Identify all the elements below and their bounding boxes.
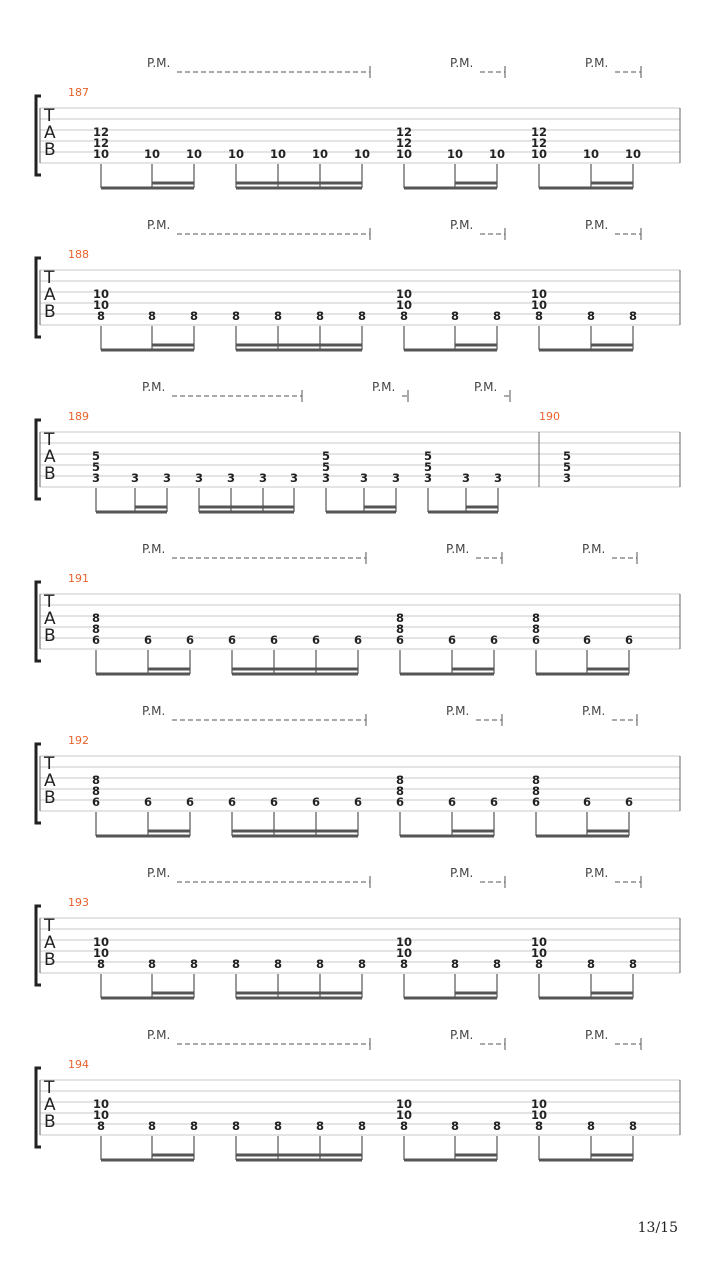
fret-number: 10 [530,1108,548,1122]
fret-number: 6 [582,795,592,809]
fret-number: 10 [395,147,413,161]
fret-number: 10 [395,298,413,312]
fret-number: 8 [273,309,283,323]
fret-number: 10 [530,935,548,949]
fret-number: 8 [399,957,409,971]
fret-number: 10 [227,147,245,161]
palm-mute-label: P.M. [142,704,166,718]
fret-number: 3 [194,471,204,485]
fret-number: 12 [395,125,413,139]
fret-number: 8 [628,1119,638,1133]
fret-number: 10 [446,147,464,161]
fret-number: 8 [450,309,460,323]
fret-number: 10 [530,946,548,960]
fret-number: 6 [489,633,499,647]
fret-number: 8 [628,957,638,971]
fret-number: 8 [492,1119,502,1133]
fret-number: 5 [91,460,101,474]
tab-system-193 [36,866,680,998]
fret-number: 5 [562,460,572,474]
fret-number: 10 [530,298,548,312]
palm-mute-label: P.M. [585,1028,609,1042]
fret-number: 8 [315,957,325,971]
fret-number: 10 [92,935,110,949]
fret-number: 8 [531,784,541,798]
fret-number: 10 [185,147,203,161]
measure-number: 193 [68,896,89,909]
fret-number: 8 [231,309,241,323]
fret-number: 8 [189,957,199,971]
page-number: 13/15 [637,1220,678,1236]
fret-number: 8 [628,309,638,323]
fret-number: 8 [399,1119,409,1133]
fret-number: 10 [143,147,161,161]
fret-number: 8 [534,309,544,323]
fret-number: 10 [92,946,110,960]
fret-number: 10 [395,935,413,949]
tab-clef-letter: B [44,302,56,322]
palm-mute-label: P.M. [372,380,396,394]
fret-number: 8 [534,1119,544,1133]
fret-number: 6 [489,795,499,809]
palm-mute-label: P.M. [446,542,470,556]
fret-number: 8 [91,622,101,636]
fret-number: 8 [395,773,405,787]
palm-mute-label: P.M. [147,218,171,232]
fret-number: 6 [353,633,363,647]
measure-number: 194 [68,1058,89,1071]
tab-clef-letter: B [44,140,56,160]
fret-number: 3 [493,471,503,485]
fret-number: 5 [91,449,101,463]
fret-number: 8 [395,784,405,798]
fret-number: 8 [147,1119,157,1133]
fret-number: 10 [624,147,642,161]
fret-number: 12 [530,136,548,150]
measure-number: 188 [68,248,89,261]
fret-number: 8 [357,1119,367,1133]
fret-number: 12 [530,125,548,139]
fret-number: 3 [562,471,572,485]
palm-mute-label: P.M. [582,542,606,556]
fret-number: 8 [357,957,367,971]
palm-mute-label: P.M. [147,866,171,880]
fret-number: 10 [488,147,506,161]
fret-number: 8 [534,957,544,971]
tab-system-188 [36,218,680,350]
tab-clef-letter: A [44,609,56,629]
fret-number: 6 [143,633,153,647]
fret-number: 6 [185,633,195,647]
fret-number: 6 [91,795,101,809]
fret-number: 10 [582,147,600,161]
palm-mute-label: P.M. [142,542,166,556]
fret-number: 3 [359,471,369,485]
fret-number: 10 [92,298,110,312]
fret-number: 3 [391,471,401,485]
fret-number: 10 [395,287,413,301]
tab-clef-letter: T [44,430,55,450]
fret-number: 6 [395,795,405,809]
fret-number: 6 [531,633,541,647]
fret-number: 8 [399,309,409,323]
fret-number: 6 [311,633,321,647]
tab-clef-letter: A [44,1095,56,1115]
tab-clef-letter: A [44,933,56,953]
fret-number: 8 [450,957,460,971]
tab-system-189 [36,380,680,512]
fret-number: 8 [315,1119,325,1133]
tab-clef-letter: B [44,1112,56,1132]
tab-clef-letter: B [44,788,56,808]
fret-number: 8 [492,309,502,323]
fret-number: 6 [185,795,195,809]
fret-number: 6 [447,795,457,809]
fret-number: 6 [143,795,153,809]
fret-number: 6 [395,633,405,647]
fret-number: 12 [92,125,110,139]
palm-mute-label: P.M. [450,218,474,232]
fret-number: 6 [269,633,279,647]
fret-number: 8 [531,773,541,787]
fret-number: 6 [91,633,101,647]
fret-number: 8 [189,309,199,323]
fret-number: 5 [562,449,572,463]
palm-mute-label: P.M. [147,1028,171,1042]
fret-number: 10 [269,147,287,161]
fret-number: 8 [395,611,405,625]
fret-number: 3 [423,471,433,485]
fret-number: 3 [321,471,331,485]
fret-number: 8 [91,784,101,798]
fret-number: 10 [92,147,110,161]
fret-number: 8 [231,1119,241,1133]
fret-number: 3 [461,471,471,485]
fret-number: 12 [92,136,110,150]
fret-number: 6 [582,633,592,647]
tab-clef-letter: T [44,754,55,774]
measure-number: 187 [68,86,89,99]
tab-system-191 [36,542,680,674]
palm-mute-label: P.M. [450,866,474,880]
fret-number: 8 [96,309,106,323]
fret-number: 10 [311,147,329,161]
fret-number: 8 [147,957,157,971]
fret-number: 6 [624,633,634,647]
fret-number: 6 [227,795,237,809]
fret-number: 8 [586,1119,596,1133]
fret-number: 3 [289,471,299,485]
fret-number: 8 [273,957,283,971]
measure-number: 191 [68,572,89,585]
fret-number: 10 [530,287,548,301]
palm-mute-label: P.M. [450,1028,474,1042]
fret-number: 10 [92,1108,110,1122]
fret-number: 3 [91,471,101,485]
fret-number: 6 [531,795,541,809]
fret-number: 10 [395,946,413,960]
fret-number: 10 [395,1108,413,1122]
fret-number: 8 [586,309,596,323]
fret-number: 3 [258,471,268,485]
fret-number: 3 [226,471,236,485]
palm-mute-label: P.M. [147,56,171,70]
tab-clef-letter: A [44,771,56,791]
fret-number: 8 [395,622,405,636]
palm-mute-label: P.M. [450,56,474,70]
fret-number: 8 [586,957,596,971]
fret-number: 8 [357,309,367,323]
fret-number: 10 [353,147,371,161]
tab-clef-letter: A [44,123,56,143]
fret-number: 10 [530,1097,548,1111]
fret-number: 8 [531,611,541,625]
palm-mute-label: P.M. [582,704,606,718]
tab-clef-letter: B [44,464,56,484]
palm-mute-label: P.M. [585,866,609,880]
fret-number: 5 [321,460,331,474]
fret-number: 8 [492,957,502,971]
fret-number: 8 [273,1119,283,1133]
fret-number: 6 [624,795,634,809]
fret-number: 6 [353,795,363,809]
fret-number: 5 [423,460,433,474]
fret-number: 3 [162,471,172,485]
fret-number: 6 [227,633,237,647]
tab-clef-letter: A [44,447,56,467]
measure-number: 190 [539,410,560,423]
tab-clef-letter: A [44,285,56,305]
tab-clef-letter: T [44,106,55,126]
tab-system-187 [36,56,680,188]
fret-number: 12 [395,136,413,150]
tab-system-192 [36,704,680,836]
fret-number: 10 [92,287,110,301]
fret-number: 8 [91,773,101,787]
tab-clef-letter: T [44,268,55,288]
fret-number: 8 [189,1119,199,1133]
palm-mute-label: P.M. [142,380,166,394]
tab-clef-letter: T [44,1078,55,1098]
fret-number: 8 [96,957,106,971]
tab-clef-letter: T [44,592,55,612]
palm-mute-label: P.M. [585,218,609,232]
measure-number: 192 [68,734,89,747]
fret-number: 8 [531,622,541,636]
fret-number: 8 [315,309,325,323]
fret-number: 10 [92,1097,110,1111]
fret-number: 10 [395,1097,413,1111]
fret-number: 8 [96,1119,106,1133]
fret-number: 3 [130,471,140,485]
fret-number: 6 [269,795,279,809]
tab-clef-letter: B [44,950,56,970]
palm-mute-label: P.M. [585,56,609,70]
fret-number: 10 [530,147,548,161]
tab-clef-letter: B [44,626,56,646]
fret-number: 6 [311,795,321,809]
tab-system-194 [36,1028,680,1160]
fret-number: 6 [447,633,457,647]
palm-mute-label: P.M. [474,380,498,394]
fret-number: 8 [91,611,101,625]
fret-number: 8 [231,957,241,971]
fret-number: 8 [450,1119,460,1133]
measure-number: 189 [68,410,89,423]
palm-mute-label: P.M. [446,704,470,718]
fret-number: 5 [321,449,331,463]
fret-number: 8 [147,309,157,323]
fret-number: 5 [423,449,433,463]
tab-clef-letter: T [44,916,55,936]
